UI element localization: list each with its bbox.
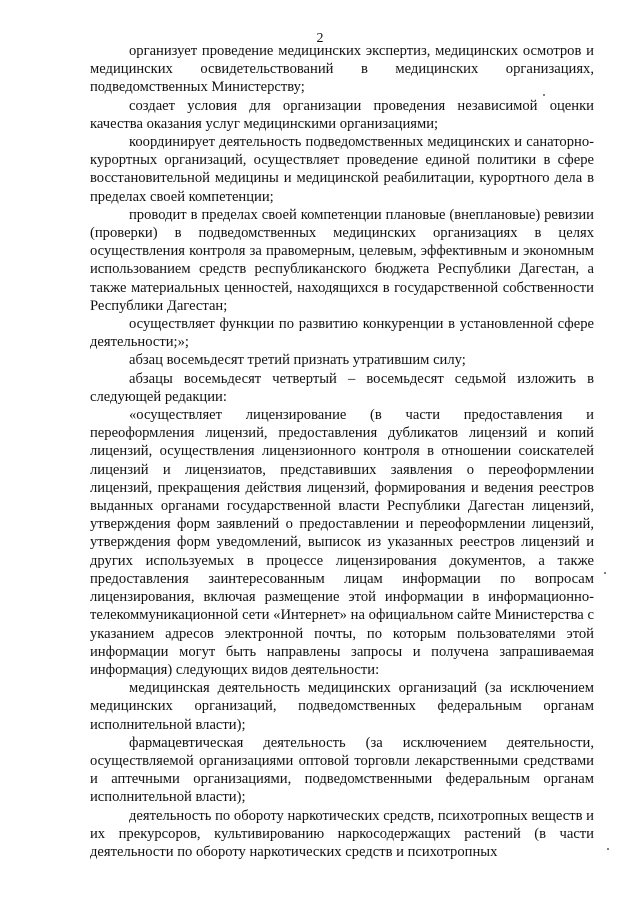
scan-speck: [604, 572, 606, 574]
paragraph: координирует деятельность подведомственных медицинских и санаторно-курортных организаций, осуществляет проведение единой политики в сфере восстановительной медицины и медицинской реабилитации, курортного дела в пределах своей компетенции;: [90, 134, 594, 205]
paragraph: проводит в пределах своей компетенции плановые (внеплановые) ревизии (проверки) в подведомственных медицинских организациях в целях осуществления контроля за правомерным, целевым, эффективным и экономным использованием средств республиканского бюджета Республики Дагестан, а также материальных ценностей, находящихся в государственной собственности Республики Дагестан;: [90, 206, 594, 314]
paragraph: осуществляет функции по развитию конкуренции в установленной сфере деятельности;»;: [90, 316, 594, 351]
paragraph: абзац восемьдесят третий признать утратившим силу;: [129, 352, 466, 369]
page-number: 2: [316, 31, 324, 46]
document-body: [90, 42, 594, 861]
paragraph: «осуществляет лицензирование (в части предоставления и переоформления лицензий, предоставления дубликатов лицензий и копий лицензий, осуществления лицензионного контроля в отношении соискателей лицензий и лицензиатов, представивших заявления о переоформлении лицензий, прекращения действия лицензий, формирования и ведения реестров выданных органами государственной власти Республики Дагестан лицензий, утверждения форм заявлений о предоставлении и переоформлении лицензий, утверждения форм уведомлений, выписок из указанных реестров лицензий и других используемых в процессе лицензирования документов, а также предоставления заинтересованным лицам информации по вопросам лицензирования, включая размещение этой информации в информационно-телекоммуникационной сети «Интернет» на официальном сайте Министерства с указанием адресов электронной почты, по которым пользователями этой информации могут быть направлены запросы и получена запрашиваемая информация) следующих видов деятельности:: [90, 407, 594, 678]
paragraph: медицинская деятельность медицинских организаций (за исключением медицинских организаций, подведомственных федеральным органам исполнительной власти);: [90, 680, 594, 733]
paragraph: фармацевтическая деятельность (за исключением деятельности, осуществляемой организациями оптовой торговли лекарственными средствами и аптечными организациями, подведомственными федеральным органам исполнительной власти);: [90, 734, 594, 806]
paragraph: абзацы восемьдесят четвертый – восемьдесят седьмой изложить в следующей редакции:: [90, 370, 594, 405]
paragraph: организует проведение медицинских экспертиз, медицинских осмотров и медицинских освидетельствований в медицинских организациях, подведомственных Министерству;: [90, 43, 594, 96]
scan-speck: [543, 94, 545, 96]
paragraph: создает условия для организации проведения независимой оценки качества оказания услуг медицинскими организациями;: [90, 97, 594, 132]
paragraph: деятельность по обороту наркотических средств, психотропных веществ и их прекурсоров, культивированию наркосодержащих растений (в части деятельности по обороту наркотических средств и психотропных: [90, 807, 594, 860]
scan-speck: [607, 848, 609, 850]
